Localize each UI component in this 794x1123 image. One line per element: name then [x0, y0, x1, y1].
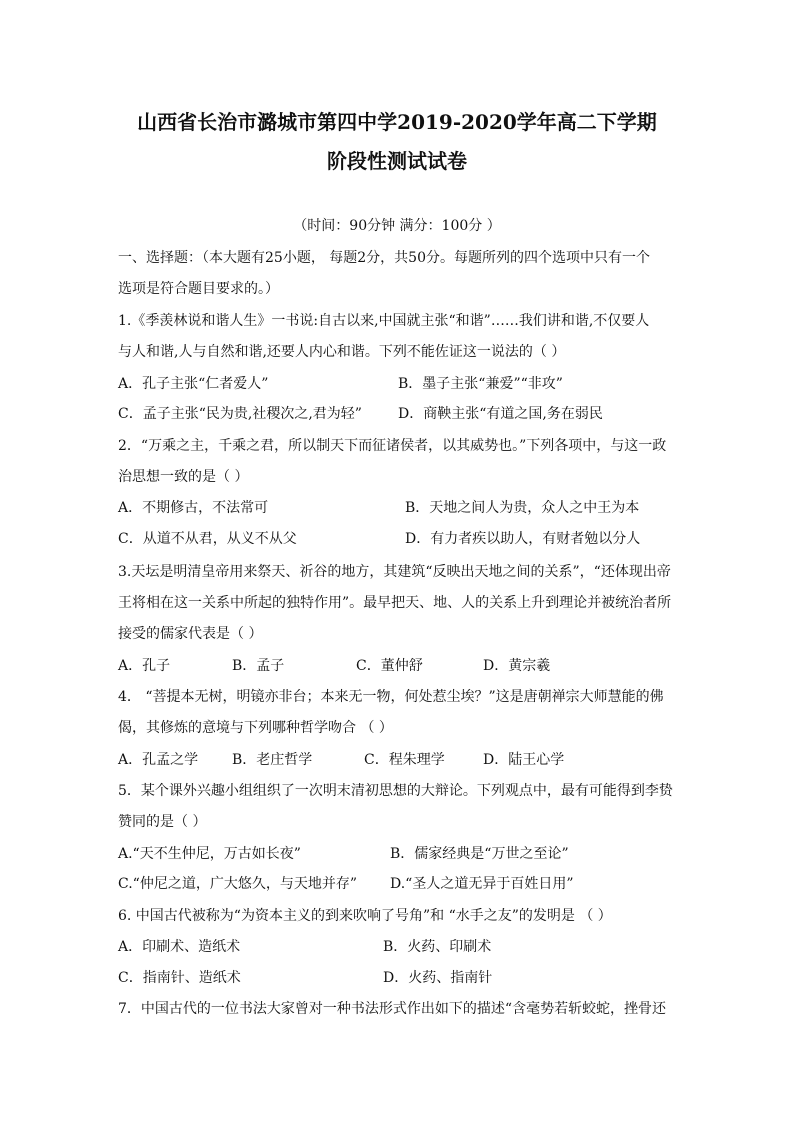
question-4-option-a: A．孔孟之学 [118, 752, 199, 768]
question-3-option-d: D．黄宗羲 [483, 658, 551, 674]
question-5-option-a: A.“天不生仲尼，万古如长夜” [118, 846, 301, 862]
question-1-option-a: A．孔子主张“仁者爱人” [118, 376, 269, 392]
question-3-stem-line1: 3.天坛是明清皇帝用来祭天、祈谷的地方，其建筑“反映出天地之间的关系”，“还体现出帝 [118, 564, 671, 580]
question-6-option-a: A．印刷术、造纸术 [118, 939, 241, 955]
question-1-stem-line2: 与人和谐,人与自然和谐,还要人内心和谐。下列不能佐证这一说法的（ ） [118, 344, 566, 360]
question-1-option-b: B．墨子主张“兼爱”“非攻” [398, 376, 563, 392]
question-3-stem-line2: 王将相在这一关系中所起的独特作用”。最早把天、地、人的关系上升到理论并被统治者所 [118, 595, 672, 611]
question-5-option-b: B．儒家经典是“万世之至论” [390, 846, 569, 862]
question-4-option-b: B．老庄哲学 [232, 752, 313, 768]
question-2-option-b: B．天地之间人为贵，众人之中王为本 [405, 500, 640, 516]
question-4-stem-line1: 4． “菩提本无树，明镜亦非台；本来无一物，何处惹尘埃？”这是唐朝禅宗大师慧能的佛 [118, 689, 664, 705]
question-2-stem-line2: 治思想一致的是（ ） [118, 469, 249, 485]
question-1-option-c: C．孟子主张“民为贵,社稷次之,君为轻” [118, 406, 362, 422]
question-6-stem-line1: 6. 中国古代被称为“为资本主义的到来吹响了号角”和 “水手之友”的发明是 （ ） [118, 908, 612, 924]
question-5-option-d: D.“圣人之道无异于百姓日用” [390, 876, 574, 892]
question-1-option-d: D．商鞅主张“有道之国,务在弱民 [398, 406, 603, 422]
exam-title-line1: 山西省长治市潞城市第四中学2019-2020学年高二下学期 [137, 110, 657, 134]
question-2-option-d: D．有力者疾以助人，有财者勉以分人 [405, 531, 641, 547]
question-7-stem-line1: 7．中国古代的一位书法大家曾对一种书法形式作出如下的描述“含毫势若斩蛟蛇，挫骨还 [118, 1001, 667, 1017]
question-5-stem-line1: 5．某个课外兴趣小组组织了一次明末清初思想的大辩论。下列观点中，最有可能得到李贽 [118, 783, 673, 799]
question-4-stem-line2: 偈，其修炼的意境与下列哪种哲学吻合 （ ） [118, 720, 393, 736]
question-2-stem-line1: 2．“万乘之主，千乘之君，所以制天下而征诸侯者，以其威势也。”下列各项中，与这一政 [118, 438, 667, 454]
question-6-option-b: B．火药、印刷术 [383, 939, 492, 955]
exam-info: （时间：90分钟 满分：100分 ） [293, 218, 501, 234]
question-4-option-d: D．陆王心学 [483, 752, 565, 768]
question-6-option-d: D．火药、指南针 [383, 970, 493, 986]
question-3-option-a: A．孔子 [118, 658, 171, 674]
question-6-option-c: C．指南针、造纸术 [118, 970, 241, 986]
question-3-option-b: B．孟子 [232, 658, 285, 674]
section-instructions-line1: 一、选择题：（本大题有25小题， 每题2分，共50分。每题所列的四个选项中只有一个 [118, 250, 650, 266]
question-4-option-c: C．程朱理学 [364, 752, 445, 768]
question-2-option-a: A．不期修古，不法常可 [118, 500, 269, 516]
question-2-option-c: C．从道不从君，从义不从父 [118, 531, 297, 547]
question-1-stem-line1: 1.《季羡林说和谐人生》一书说:自古以来,中国就主张“和谐”……我们讲和谐,不仅要人 [118, 313, 650, 329]
question-3-option-c: C．董仲舒 [356, 658, 423, 674]
question-5-stem-line2: 赞同的是（ ） [118, 814, 207, 830]
question-3-stem-line3: 接受的儒家代表是（ ） [118, 626, 263, 642]
question-5-option-c: C.“仲尼之道，广大悠久，与天地并存” [118, 876, 357, 892]
section-instructions-line2: 选项是符合题目要求的。） [118, 281, 279, 297]
exam-title-line2: 阶段性测试试卷 [327, 149, 467, 173]
